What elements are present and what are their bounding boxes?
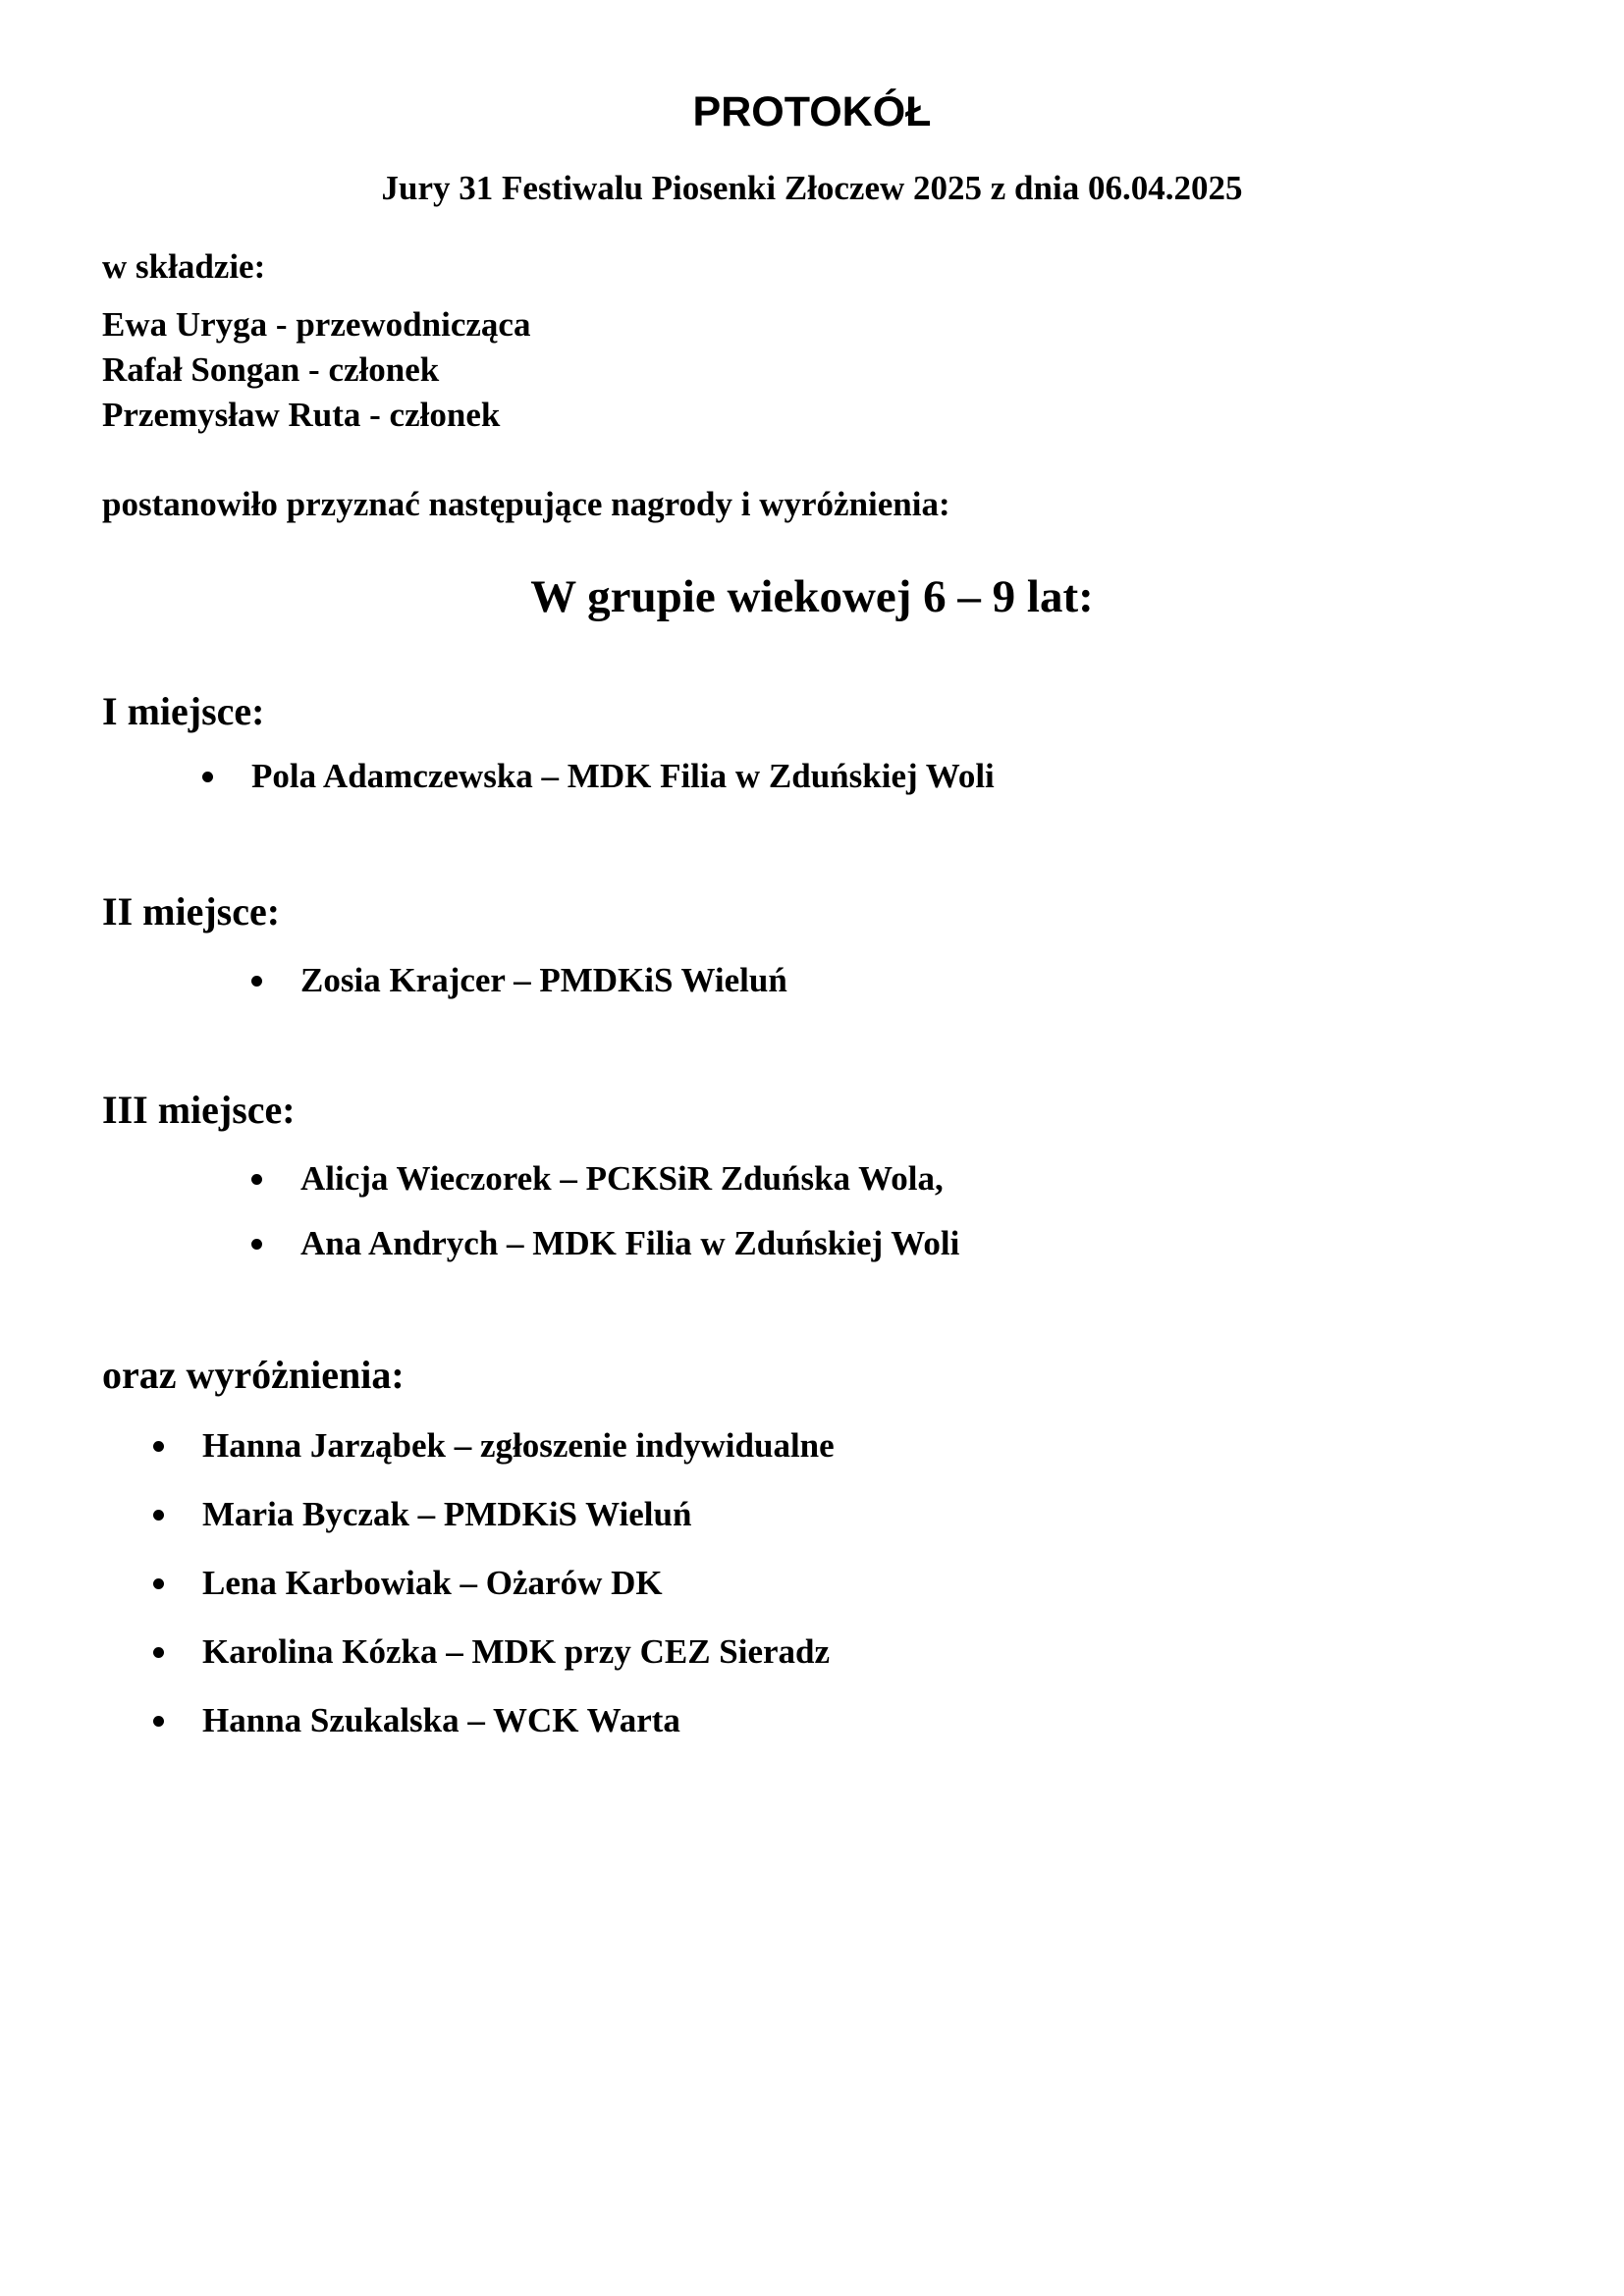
winner-text: Pola Adamczewska – MDK Filia w Zduńskiej Woli bbox=[251, 757, 995, 795]
second-place-list bbox=[251, 958, 787, 1003]
bullet-icon bbox=[153, 1441, 164, 1452]
third-place-list bbox=[251, 1156, 959, 1266]
first-place-list bbox=[202, 754, 995, 799]
honorable-item bbox=[153, 1423, 835, 1468]
bullet-icon bbox=[202, 772, 213, 782]
bullet-icon bbox=[251, 1239, 262, 1250]
bullet-icon bbox=[153, 1578, 164, 1589]
winner-text: Alicja Wieczorek – PCKSiR Zduńska Wola, bbox=[300, 1159, 944, 1198]
honorable-item bbox=[153, 1492, 835, 1537]
jury-member: Rafał Songan - członek bbox=[102, 350, 440, 389]
document-title: PROTOKÓŁ bbox=[692, 88, 932, 135]
winner-text: Zosia Krajcer – PMDKiS Wieluń bbox=[300, 961, 787, 999]
bullet-icon bbox=[153, 1510, 164, 1521]
age-group-heading: W grupie wiekowej 6 – 9 lat: bbox=[530, 571, 1094, 622]
decision-text: postanowiło przyznać następujące nagrody i wyróżnienia: bbox=[102, 485, 950, 523]
honorable-text: Maria Byczak – PMDKiS Wieluń bbox=[202, 1495, 692, 1533]
winner-text: Ana Andrych – MDK Filia w Zduńskiej Woli bbox=[300, 1224, 960, 1262]
document-subtitle: Jury 31 Festiwalu Piosenki Złoczew 2025 z dnia 06.04.2025 bbox=[381, 169, 1243, 207]
honorable-item bbox=[153, 1561, 835, 1606]
honorable-text: Hanna Szukalska – WCK Warta bbox=[202, 1701, 680, 1739]
jury-list bbox=[102, 302, 530, 438]
winner-item bbox=[251, 1221, 959, 1266]
winner-item bbox=[251, 1156, 959, 1201]
honorable-item bbox=[153, 1629, 835, 1675]
winner-item bbox=[202, 754, 995, 799]
first-place-heading: I miejsce: bbox=[102, 689, 265, 733]
jury-member: Przemysław Ruta - członek bbox=[102, 396, 501, 434]
composition-label: w składzie: bbox=[102, 247, 266, 286]
honorable-text: Lena Karbowiak – Ożarów DK bbox=[202, 1564, 663, 1602]
third-place-heading: III miejsce: bbox=[102, 1088, 296, 1132]
bullet-icon bbox=[153, 1647, 164, 1658]
bullet-icon bbox=[251, 1174, 262, 1185]
honorable-item bbox=[153, 1698, 835, 1743]
honorable-mentions-heading: oraz wyróżnienia: bbox=[102, 1353, 405, 1397]
jury-member: Ewa Uryga - przewodnicząca bbox=[102, 305, 531, 344]
winner-item bbox=[251, 958, 787, 1003]
second-place-heading: II miejsce: bbox=[102, 889, 281, 934]
honorable-mentions-list bbox=[153, 1423, 835, 1743]
bullet-icon bbox=[153, 1716, 164, 1727]
honorable-text: Hanna Jarząbek – zgłoszenie indywidualne bbox=[202, 1426, 835, 1465]
bullet-icon bbox=[251, 976, 262, 987]
honorable-text: Karolina Kózka – MDK przy CEZ Sieradz bbox=[202, 1632, 831, 1671]
